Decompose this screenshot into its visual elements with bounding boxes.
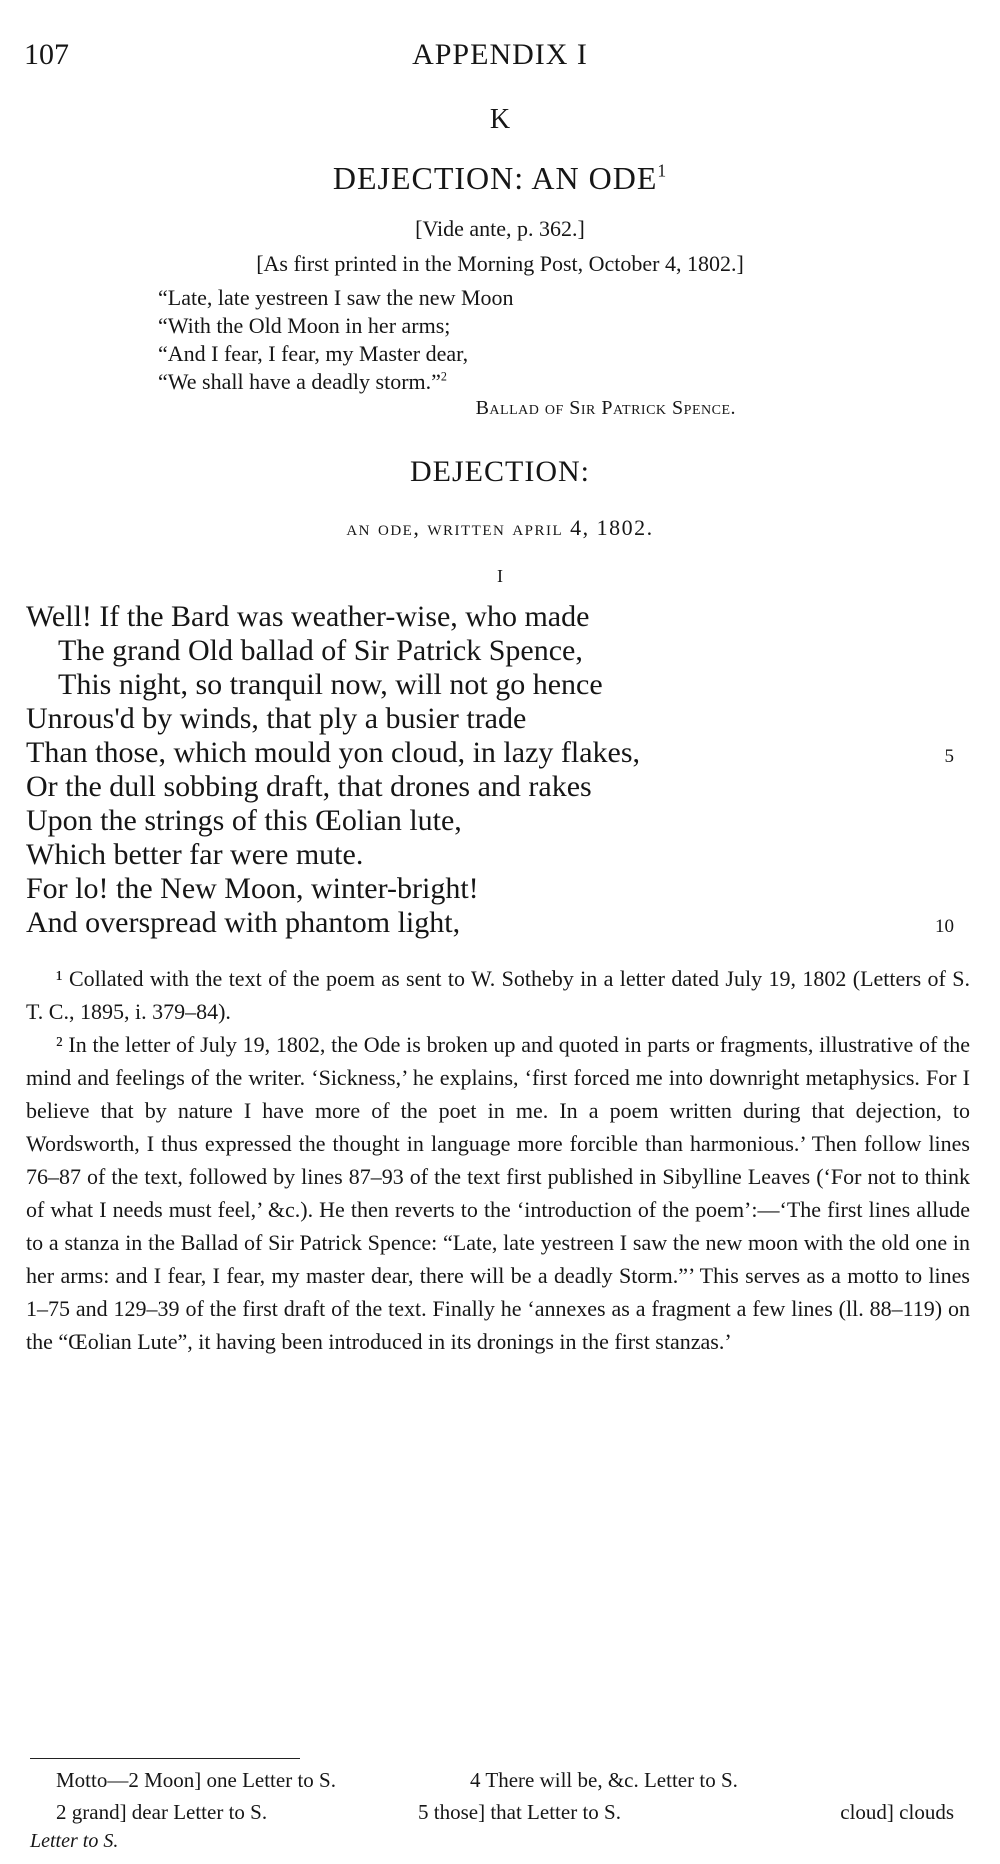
- variant-line-5: 5 those] that Letter to S.: [418, 1800, 621, 1824]
- epigraph-line: “We shall have a deadly storm.”: [158, 369, 441, 394]
- variant-cloud: cloud] clouds: [840, 1800, 954, 1824]
- section-title-text: DEJECTION: AN ODE: [332, 160, 658, 196]
- poem-line: For lo! the New Moon, winter-bright!: [26, 872, 479, 905]
- footnote-ref-1: 1: [657, 160, 668, 181]
- epigraph-line: “Late, late yestreen I saw the new Moon: [158, 285, 514, 310]
- variant-motto: Motto—2 Moon] one Letter to S.: [56, 1768, 336, 1792]
- section-title: [0, 160, 1000, 197]
- variant-line-2: 2 grand] dear Letter to S.: [56, 1800, 268, 1824]
- poem-line: Than those, which mould yon cloud, in lazy flakes,: [26, 736, 641, 769]
- footnote-2: ² In the letter of July 19, 1802, the Ode is broken up and quoted in parts or fragments, illustrative of the mind and feelings of the writer. ‘Sickness,’ he explains, ‘first forced me into downright metaphysics. For I believe that by nature I have more of the poet in me. In a poem written during that dejection, to Wordsworth, I thus expressed the thought in language more forcible than harmonious.’ Then follow lines 76–87 of the text, followed by lines 87–93 of the text first published in Sibylline Leaves (‘For not to think of what I needs must feel,’ &c.). He then reverts to the ‘introduction of the poem’:—‘The first lines allude to a stanza in the Ballad of Sir Patrick Spence: “Late, late yestreen I saw the new moon with the old one in her arms: and I fear, I fear, my master dear, there will be a deadly Storm.”’ This serves as a motto to lines 1–75 and 129–39 of the first draft of the text. Finally he ‘annexes as a fragment a few lines (ll. 88–119) on the “Œolian Lute”, it having been introduced in its dronings in the first stanzas.’: [26, 1032, 970, 1354]
- poem-line: Or the dull sobbing draft, that drones and rakes: [26, 770, 592, 803]
- line-number-10: 10: [935, 916, 954, 937]
- epigraph-line: “With the Old Moon in her arms;: [158, 313, 451, 338]
- variant-line-4: 4 There will be, &c. Letter to S.: [470, 1768, 738, 1792]
- poem-line: This night, so tranquil now, will not go hence: [58, 668, 603, 701]
- footnote-ref-2: 2: [440, 369, 447, 384]
- poem-line: The grand Old ballad of Sir Patrick Spence,: [58, 634, 583, 667]
- first-printed-note: [As first printed in the Morning Post, October 4, 1802.]: [256, 251, 744, 276]
- vide-reference: [Vide ante, p. 362.]: [415, 216, 585, 241]
- section-letter: K: [489, 104, 511, 135]
- poem-title: DEJECTION:: [410, 455, 590, 488]
- poem-line: Well! If the Bard was weather-wise, who made: [26, 600, 590, 633]
- poem-subtitle: an ode, written april 4, 1802.: [346, 515, 654, 540]
- epigraph-line-last: [158, 369, 447, 395]
- poem-line: Which better far were mute.: [26, 838, 364, 871]
- footnote-divider: [30, 1758, 300, 1759]
- footnote-1: ¹ Collated with the text of the poem as sent to W. Sotheby in a letter dated July 19, 1802 (Letters of S. T. C., 1895, i. 379–84).: [26, 966, 970, 1024]
- stanza-number: I: [497, 566, 503, 586]
- running-title: APPENDIX I: [412, 38, 588, 71]
- variant-cloud-source: Letter to S.: [30, 1830, 119, 1852]
- line-number-5: 5: [944, 746, 954, 767]
- page-number: 107: [24, 38, 69, 71]
- poem-line: Upon the strings of this Œolian lute,: [26, 804, 462, 837]
- poem-line: Unrous'd by winds, that ply a busier trade: [26, 702, 527, 735]
- epigraph-line: “And I fear, I fear, my Master dear,: [158, 341, 469, 366]
- epigraph-attribution: Ballad of Sir Patrick Spence.: [475, 397, 736, 419]
- poem-line: And overspread with phantom light,: [26, 906, 461, 939]
